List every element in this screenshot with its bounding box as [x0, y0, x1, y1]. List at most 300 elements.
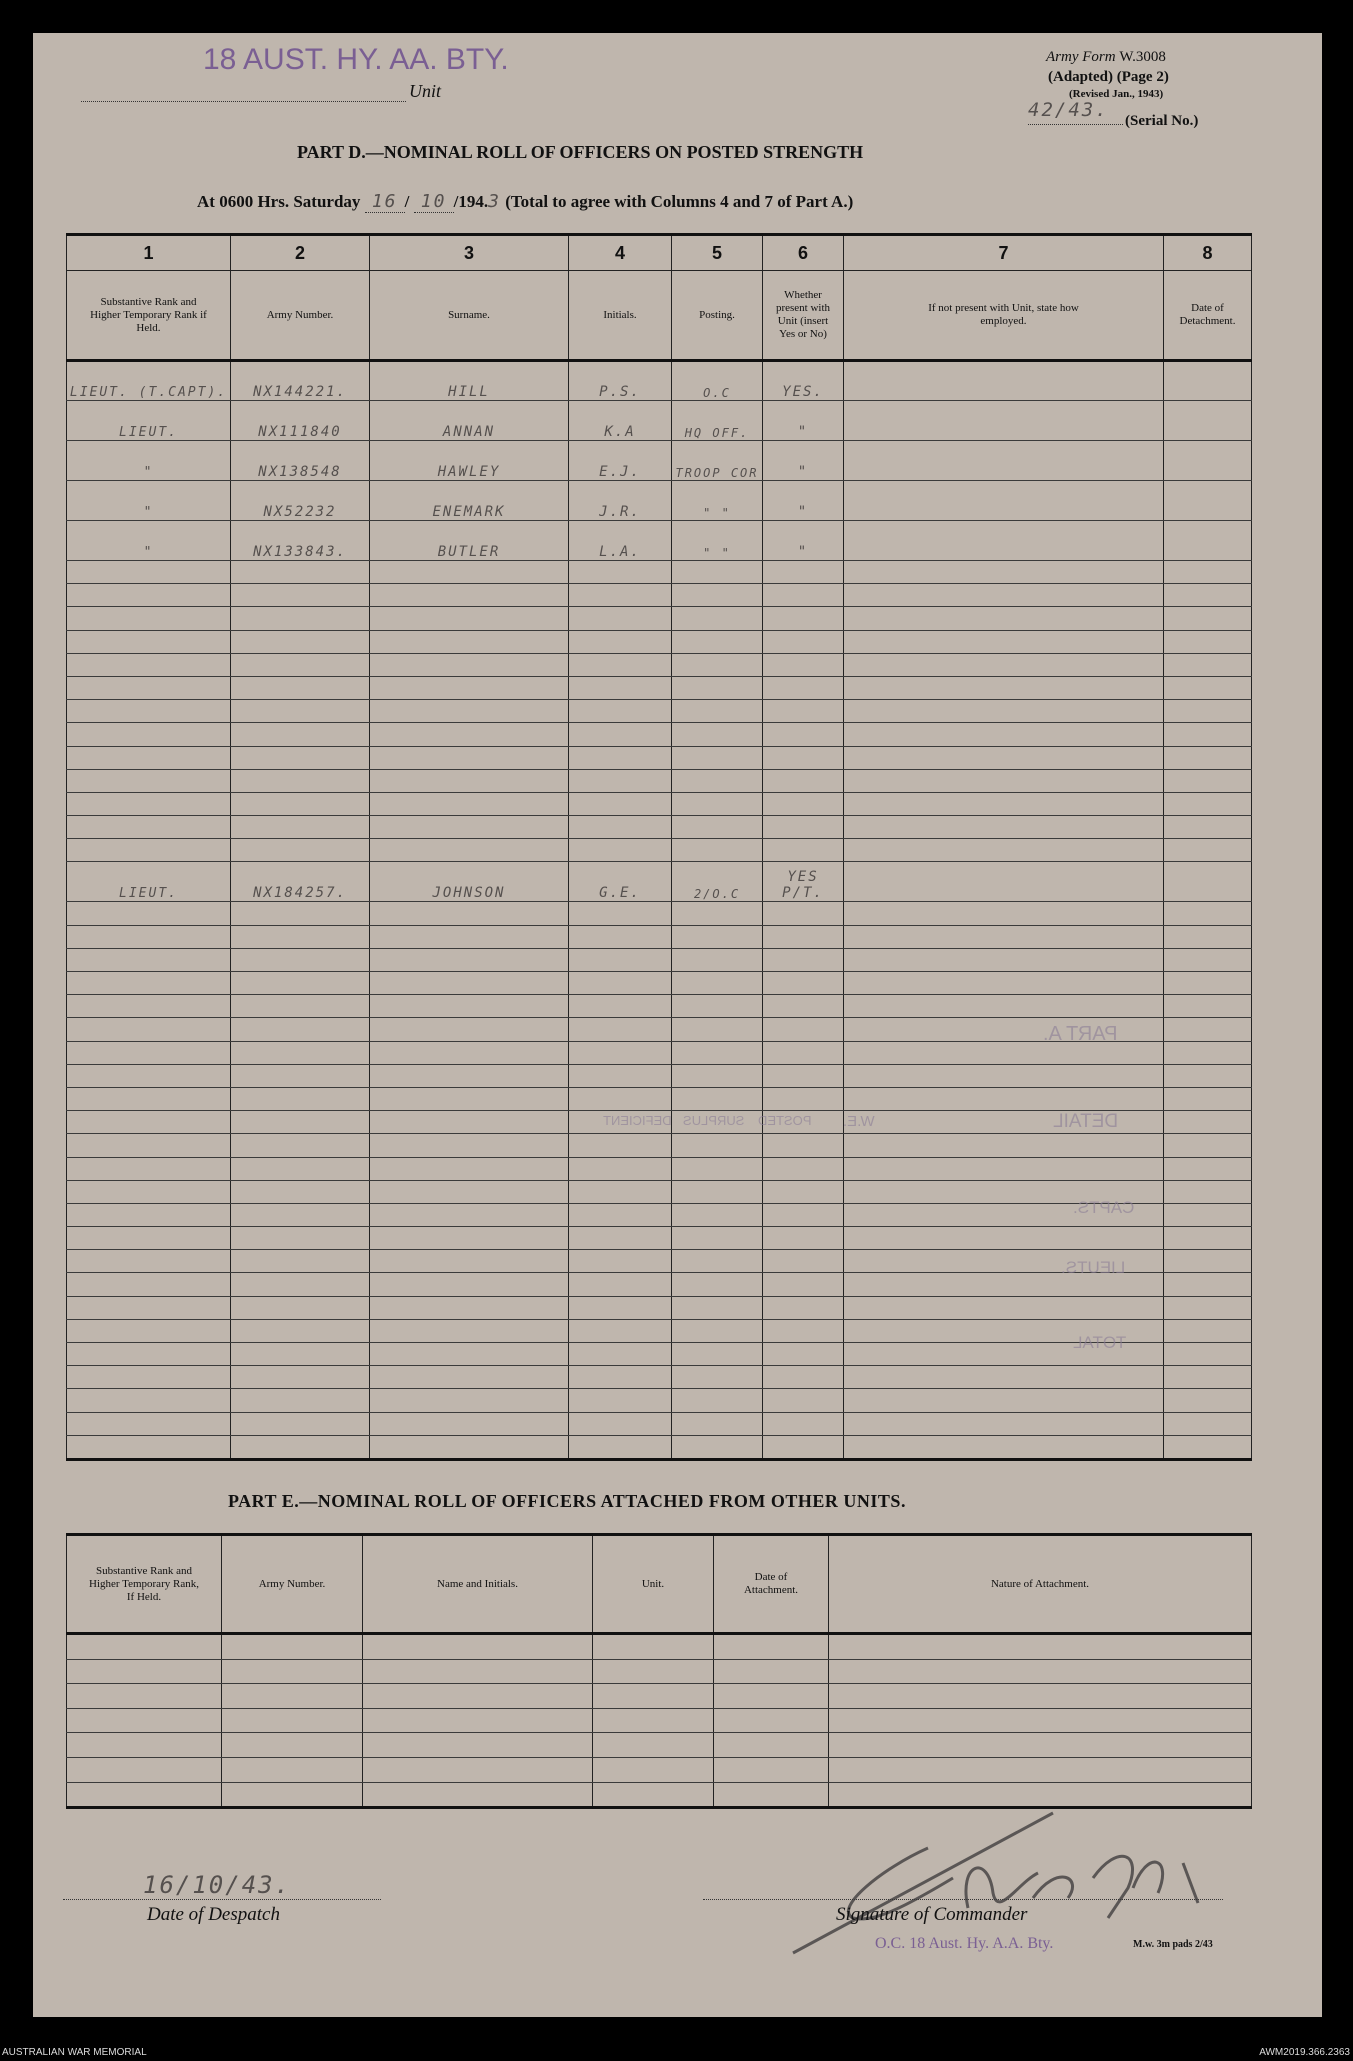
signature-label: Signature of Commander — [836, 1904, 1028, 1925]
part-e-column-labels — [67, 1535, 1252, 1634]
cell-initials — [569, 1435, 672, 1459]
cell-surname — [370, 723, 569, 746]
cell-detached — [1164, 1111, 1252, 1134]
cell-detached — [1164, 1366, 1252, 1389]
cell-rank — [67, 1018, 231, 1041]
cell-detached — [1164, 1227, 1252, 1250]
blank-row — [67, 1064, 1252, 1087]
cell-posting — [672, 1087, 763, 1110]
cell-initials — [569, 925, 672, 948]
cell-rank — [67, 792, 231, 815]
blank-cell — [593, 1684, 714, 1709]
cell-detached — [1164, 723, 1252, 746]
cell-number: NX52232 — [231, 481, 370, 521]
part-e-title: PART E.—NOMINAL ROLL OF OFFICERS ATTACHED FROM OTHER UNITS. — [228, 1491, 906, 1511]
commander-stamp: O.C. 18 Aust. Hy. A.A. Bty. — [875, 1935, 1054, 1952]
cell-present — [763, 700, 844, 723]
cell-number — [231, 676, 370, 699]
col-number: 7 — [844, 235, 1164, 271]
cell-employed — [844, 1134, 1164, 1157]
form-revised: (Revised Jan., 1943) — [1069, 88, 1164, 100]
cell-detached — [1164, 1157, 1252, 1180]
cell-initials — [569, 1389, 672, 1412]
cell-initials — [569, 676, 672, 699]
cell-detached — [1164, 746, 1252, 769]
cell-surname — [370, 1273, 569, 1296]
cell-posting — [672, 839, 763, 862]
col-number: 8 — [1164, 235, 1252, 271]
cell-initials — [569, 1134, 672, 1157]
cell-posting — [672, 1180, 763, 1203]
cell-rank — [67, 1087, 231, 1110]
col-label-surname: Surname. — [370, 271, 569, 361]
cell-surname — [370, 1435, 569, 1459]
blank-row — [67, 746, 1252, 769]
blank-cell — [67, 1782, 222, 1808]
cell-detached — [1164, 481, 1252, 521]
cell-posting — [672, 630, 763, 653]
cell-rank — [67, 584, 231, 607]
unit-stamp: 18 AUST. HY. AA. BTY. — [203, 43, 509, 76]
cell-employed — [844, 1064, 1164, 1087]
cell-initials — [569, 1250, 672, 1273]
cell-surname — [370, 1203, 569, 1226]
blank-row — [67, 1684, 1252, 1709]
cell-surname — [370, 1319, 569, 1342]
blank-cell — [222, 1684, 363, 1709]
blank-row — [67, 1134, 1252, 1157]
cell-number — [231, 792, 370, 815]
part-d-column-labels — [67, 271, 1252, 361]
cell-posting — [672, 607, 763, 630]
col-number: 2 — [231, 235, 370, 271]
cell-rank — [67, 1273, 231, 1296]
blank-cell — [714, 1634, 829, 1660]
blank-row — [67, 1389, 1252, 1412]
blank-cell — [593, 1708, 714, 1733]
blank-cell — [363, 1782, 593, 1808]
e-col-label-nature: Nature of Attachment. — [829, 1535, 1252, 1634]
cell-detached — [1164, 1134, 1252, 1157]
cell-surname — [370, 1250, 569, 1273]
cell-present — [763, 1343, 844, 1366]
blank-cell — [829, 1733, 1252, 1758]
form-name: Army Form — [1046, 49, 1116, 65]
cell-number — [231, 561, 370, 584]
date-month: 10 — [414, 191, 454, 213]
blank-row — [67, 1634, 1252, 1660]
cell-detached — [1164, 607, 1252, 630]
cell-surname — [370, 1412, 569, 1435]
cell-number — [231, 1343, 370, 1366]
blank-row — [67, 839, 1252, 862]
cell-rank — [67, 1227, 231, 1250]
ghost-surplus: SURPLUS — [683, 1113, 745, 1128]
cell-number — [231, 1087, 370, 1110]
cell-posting — [672, 972, 763, 995]
cell-surname — [370, 995, 569, 1018]
cell-employed — [844, 1412, 1164, 1435]
cell-number — [231, 723, 370, 746]
cell-posting — [672, 676, 763, 699]
cell-detached — [1164, 862, 1252, 902]
cell-posting — [672, 995, 763, 1018]
cell-initials — [569, 1180, 672, 1203]
cell-initials — [569, 1227, 672, 1250]
cell-detached — [1164, 1087, 1252, 1110]
cell-rank — [67, 1250, 231, 1273]
cell-surname — [370, 925, 569, 948]
blank-row — [67, 925, 1252, 948]
cell-employed — [844, 1087, 1164, 1110]
col-label-employment: If not present with Unit, state how employed. — [844, 271, 1164, 361]
cell-employed — [844, 1227, 1164, 1250]
cell-number — [231, 769, 370, 792]
blank-cell — [363, 1684, 593, 1709]
ghost-we: W.E. — [843, 1113, 875, 1130]
blank-cell — [222, 1757, 363, 1782]
cell-number — [231, 1389, 370, 1412]
ghost-detail: DETAIL — [1053, 1111, 1119, 1132]
cell-surname — [370, 1343, 569, 1366]
cell-rank: LIEUT. (T.CAPT). — [67, 361, 231, 401]
cell-posting — [672, 792, 763, 815]
cell-number — [231, 1412, 370, 1435]
cell-posting — [672, 561, 763, 584]
print-code: M.w. 3m pads 2/43 — [1133, 1939, 1213, 1950]
cell-present — [763, 1319, 844, 1342]
blank-cell — [67, 1684, 222, 1709]
cell-initials: P.S. — [569, 361, 672, 401]
cell-detached — [1164, 816, 1252, 839]
blank-row — [67, 700, 1252, 723]
cell-employed — [844, 481, 1164, 521]
cell-number — [231, 995, 370, 1018]
cell-posting — [672, 1041, 763, 1064]
part-d-subtitle: At 0600 Hrs. Saturday 16 / 10 /194.3 (Total to agree with Columns 4 and 7 of Part A.) — [197, 191, 854, 212]
blank-cell — [714, 1684, 829, 1709]
e-col-label-name: Name and Initials. — [363, 1535, 593, 1634]
cell-surname — [370, 676, 569, 699]
ghost-part-a: PART A. — [1043, 1023, 1118, 1045]
cell-present: " — [763, 481, 844, 521]
cell-present — [763, 1041, 844, 1064]
cell-employed — [844, 607, 1164, 630]
cell-rank — [67, 561, 231, 584]
cell-posting — [672, 1389, 763, 1412]
cell-employed — [844, 521, 1164, 561]
cell-posting — [672, 1343, 763, 1366]
officer-row — [67, 862, 1252, 902]
cell-rank — [67, 816, 231, 839]
cell-detached — [1164, 925, 1252, 948]
cell-detached — [1164, 1273, 1252, 1296]
cell-posting — [672, 584, 763, 607]
date-year-prefix: 194. — [458, 192, 489, 211]
cell-employed — [844, 862, 1164, 902]
cell-number — [231, 1319, 370, 1342]
blank-row — [67, 1227, 1252, 1250]
cell-surname — [370, 839, 569, 862]
e-col-label-unit: Unit. — [593, 1535, 714, 1634]
blank-row — [67, 972, 1252, 995]
blank-cell — [363, 1708, 593, 1733]
cell-rank — [67, 607, 231, 630]
cell-present — [763, 1250, 844, 1273]
cell-initials — [569, 948, 672, 971]
blank-row — [67, 792, 1252, 815]
cell-number — [231, 925, 370, 948]
cell-surname — [370, 1041, 569, 1064]
serial-number-value: 42/43. — [1028, 99, 1109, 121]
cell-number — [231, 1064, 370, 1087]
blank-cell — [222, 1634, 363, 1660]
cell-surname — [370, 792, 569, 815]
cell-detached — [1164, 401, 1252, 441]
col-number: 3 — [370, 235, 569, 271]
blank-row — [67, 1296, 1252, 1319]
cell-initials: E.J. — [569, 441, 672, 481]
blank-row — [67, 630, 1252, 653]
cell-posting: 2/O.C — [672, 862, 763, 902]
blank-cell — [67, 1733, 222, 1758]
officer-row — [67, 521, 1252, 561]
cell-present — [763, 1435, 844, 1459]
cell-present — [763, 630, 844, 653]
cell-surname — [370, 1064, 569, 1087]
cell-surname — [370, 972, 569, 995]
cell-detached — [1164, 676, 1252, 699]
cell-posting — [672, 1018, 763, 1041]
blank-row — [67, 1366, 1252, 1389]
cell-number — [231, 700, 370, 723]
blank-cell — [67, 1708, 222, 1733]
cell-rank — [67, 630, 231, 653]
blank-cell — [222, 1782, 363, 1808]
col-number: 5 — [672, 235, 763, 271]
col-label-army-number: Army Number. — [231, 271, 370, 361]
blank-cell — [363, 1659, 593, 1684]
cell-surname — [370, 1157, 569, 1180]
cell-present — [763, 816, 844, 839]
blank-row — [67, 607, 1252, 630]
blank-cell — [222, 1659, 363, 1684]
cell-present — [763, 792, 844, 815]
blank-cell — [829, 1684, 1252, 1709]
cell-number — [231, 1041, 370, 1064]
col-number: 6 — [763, 235, 844, 271]
cell-number: NX138548 — [231, 441, 370, 481]
cell-rank — [67, 972, 231, 995]
cell-rank — [67, 1319, 231, 1342]
cell-number — [231, 1018, 370, 1041]
blank-row — [67, 769, 1252, 792]
cell-present — [763, 925, 844, 948]
cell-employed — [844, 561, 1164, 584]
cell-present — [763, 1203, 844, 1226]
cell-employed — [844, 584, 1164, 607]
cell-rank — [67, 1064, 231, 1087]
cell-number — [231, 630, 370, 653]
cell-present — [763, 902, 844, 925]
blank-cell — [363, 1757, 593, 1782]
cell-number — [231, 902, 370, 925]
cell-surname — [370, 769, 569, 792]
cell-rank: LIEUT. — [67, 401, 231, 441]
blank-row — [67, 653, 1252, 676]
cell-initials — [569, 995, 672, 1018]
despatch-label: Date of Despatch — [147, 1904, 280, 1925]
cell-present — [763, 948, 844, 971]
part-d-title: PART D.—NOMINAL ROLL OF OFFICERS ON POSTED STRENGTH — [297, 142, 864, 162]
blank-cell — [593, 1634, 714, 1660]
col-label-initials: Initials. — [569, 271, 672, 361]
cell-detached — [1164, 700, 1252, 723]
cell-rank — [67, 995, 231, 1018]
cell-surname: HAWLEY — [370, 441, 569, 481]
blank-cell — [67, 1634, 222, 1660]
cell-surname — [370, 1018, 569, 1041]
ghost-total: TOTAL — [1073, 1333, 1127, 1352]
officer-row — [67, 361, 1252, 401]
cell-employed — [844, 769, 1164, 792]
cell-employed — [844, 1296, 1164, 1319]
cell-present — [763, 1064, 844, 1087]
officer-row — [67, 401, 1252, 441]
cell-posting — [672, 653, 763, 676]
cell-employed — [844, 816, 1164, 839]
cell-number — [231, 1366, 370, 1389]
cell-present — [763, 1134, 844, 1157]
cell-rank — [67, 1435, 231, 1459]
cell-initials — [569, 653, 672, 676]
cell-posting — [672, 902, 763, 925]
blank-cell — [829, 1634, 1252, 1660]
cell-surname — [370, 1134, 569, 1157]
cell-detached — [1164, 995, 1252, 1018]
cell-surname — [370, 630, 569, 653]
blank-cell — [363, 1634, 593, 1660]
form-number: W.3008 — [1119, 49, 1166, 65]
cell-number: NX184257. — [231, 862, 370, 902]
cell-initials — [569, 1064, 672, 1087]
cell-employed — [844, 1435, 1164, 1459]
despatch-dotted-line — [63, 1899, 381, 1900]
cell-present: YES P/T. — [763, 862, 844, 902]
blank-cell — [593, 1733, 714, 1758]
cell-surname — [370, 1389, 569, 1412]
ghost-capts: CAPTS. — [1073, 1198, 1135, 1217]
blank-cell — [714, 1708, 829, 1733]
cell-surname — [370, 1087, 569, 1110]
cell-initials: J.R. — [569, 481, 672, 521]
cell-rank: " — [67, 441, 231, 481]
cell-employed — [844, 1157, 1164, 1180]
blank-row — [67, 1659, 1252, 1684]
unit-dotted-line — [81, 101, 406, 102]
cell-present — [763, 1366, 844, 1389]
cell-rank: " — [67, 481, 231, 521]
cell-employed — [844, 653, 1164, 676]
cell-posting: " " — [672, 521, 763, 561]
cell-posting — [672, 746, 763, 769]
cell-rank — [67, 1343, 231, 1366]
cell-number: NX133843. — [231, 521, 370, 561]
cell-present — [763, 607, 844, 630]
ghost-lieuts: LIEUTS. — [1061, 1258, 1126, 1277]
cell-initials — [569, 972, 672, 995]
cell-surname — [370, 902, 569, 925]
cell-number: NX144221. — [231, 361, 370, 401]
cell-present — [763, 1296, 844, 1319]
cell-employed — [844, 1389, 1164, 1412]
col-label-rank: Substantive Rank and Higher Temporary Rank if Held. — [67, 271, 231, 361]
cell-initials — [569, 630, 672, 653]
cell-rank — [67, 948, 231, 971]
cell-number — [231, 1180, 370, 1203]
cell-initials — [569, 1041, 672, 1064]
cell-number — [231, 839, 370, 862]
blank-row — [67, 1412, 1252, 1435]
col-label-present: Whether present with Unit (insert Yes or No) — [763, 271, 844, 361]
cell-initials — [569, 816, 672, 839]
cell-detached — [1164, 1296, 1252, 1319]
cell-posting: O.C — [672, 361, 763, 401]
e-col-label-attachment-date: Date of Attachment. — [714, 1535, 829, 1634]
serial-dotted-line — [1028, 124, 1123, 125]
cell-number — [231, 1273, 370, 1296]
blank-row — [67, 1733, 1252, 1758]
cell-present — [763, 723, 844, 746]
cell-employed — [844, 723, 1164, 746]
blank-row — [67, 1708, 1252, 1733]
cell-present — [763, 676, 844, 699]
cell-posting — [672, 1064, 763, 1087]
cell-detached — [1164, 1319, 1252, 1342]
cell-present — [763, 1180, 844, 1203]
cell-employed — [844, 746, 1164, 769]
cell-surname: HILL — [370, 361, 569, 401]
blank-row — [67, 1087, 1252, 1110]
blank-row — [67, 1435, 1252, 1459]
cell-rank — [67, 1134, 231, 1157]
cell-employed — [844, 792, 1164, 815]
blank-cell — [593, 1757, 714, 1782]
cell-rank — [67, 653, 231, 676]
cell-employed — [844, 995, 1164, 1018]
cell-present — [763, 1273, 844, 1296]
cell-surname — [370, 1180, 569, 1203]
blank-row — [67, 1157, 1252, 1180]
date-year-digit: 3 — [488, 191, 501, 212]
blank-cell — [67, 1659, 222, 1684]
cell-posting — [672, 1319, 763, 1342]
cell-posting — [672, 816, 763, 839]
cell-present: " — [763, 521, 844, 561]
cell-posting — [672, 1435, 763, 1459]
cell-posting — [672, 1296, 763, 1319]
cell-rank — [67, 1412, 231, 1435]
subtitle-suffix: (Total to agree with Columns 4 and 7 of Part A.) — [505, 192, 854, 211]
blank-cell — [829, 1659, 1252, 1684]
cell-present — [763, 653, 844, 676]
cell-rank — [67, 925, 231, 948]
cell-number — [231, 1111, 370, 1134]
cell-posting — [672, 700, 763, 723]
cell-surname: ENEMARK — [370, 481, 569, 521]
blank-row — [67, 948, 1252, 971]
cell-posting: TROOP COR — [672, 441, 763, 481]
